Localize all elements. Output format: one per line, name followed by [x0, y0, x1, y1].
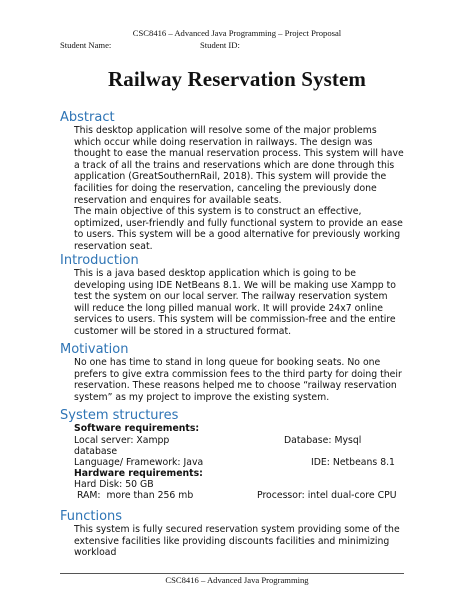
ram: RAM: more than 256 mb	[74, 490, 194, 501]
text-line: application (GreatSouthernRail, 2018). This system will provide the	[74, 171, 387, 183]
database-wrap: database	[74, 446, 118, 457]
header-title: CSC8416 – Advanced Java Programming – Project Proposal	[132, 28, 342, 38]
text-line: optimized, user-friendly and fully functional system to provide an ease	[74, 217, 403, 229]
text-line: services to users. This system will be commission-free and the entire	[74, 314, 396, 326]
introduction-body	[74, 268, 414, 338]
motivation-body	[74, 357, 414, 403]
language-framework: Language/ Framework: Java	[74, 457, 204, 468]
text-line: system” as my project to improve the existing system.	[74, 391, 330, 403]
local-server: Local server: Xampp	[74, 435, 170, 446]
functions-body	[74, 524, 414, 559]
introduction-heading: Introduction	[60, 253, 139, 268]
ide: IDE: Netbeans 8.1	[311, 457, 395, 468]
database: Database: Mysql	[284, 435, 362, 446]
software-row-1	[74, 435, 404, 446]
text-line: workload	[74, 547, 117, 559]
text-line: customer will be stored in a structured format.	[74, 325, 292, 337]
text-line: facilities for doing the reservation, canceling the previously done	[74, 182, 377, 194]
text-line: This desktop application will resolve some of the major problems	[74, 125, 377, 136]
text-line: a track of all the trains and reservations which are done through this	[74, 159, 395, 171]
system-structures-heading: System structures	[60, 408, 179, 423]
motivation-heading: Motivation	[60, 342, 129, 357]
software-row-2	[74, 457, 404, 468]
processor: Processor: intel dual-core CPU	[257, 490, 397, 501]
text-line: reservation and enquires for available seats.	[74, 194, 282, 206]
hard-disk: Hard Disk: 50 GB	[74, 479, 154, 490]
abstract-heading: Abstract	[60, 110, 115, 125]
abstract-body	[74, 125, 414, 253]
text-line: prefers to give extra commission fees to the third party for doing their	[74, 368, 402, 380]
functions-heading: Functions	[60, 509, 123, 524]
text-line: No one has time to stand in long queue for booking seats. No one	[74, 357, 381, 368]
text-line: This system is fully secured reservation system providing some of the	[74, 524, 400, 535]
text-line: will reduce the long pilled manual work. It will provide 24x7 online	[74, 302, 383, 314]
hardware-requirements-label: Hardware requirements:	[74, 468, 203, 479]
student-id-label: Student ID:	[200, 40, 240, 50]
text-line: extensive facilities like providing discounts facilities and minimizing	[74, 535, 390, 547]
text-line: developing using IDE NetBeans 8.1. We will be making use Xampp to	[74, 279, 396, 291]
text-line: reservation. These reasons helped me to choose “railway reservation	[74, 380, 397, 392]
hardware-row-2	[74, 490, 404, 501]
footer-text: CSC8416 – Advanced Java Programming	[165, 575, 309, 585]
text-line: test the system on our local server. The railway reservation system	[74, 291, 388, 303]
text-line: which occur while doing reservation in railways. The design was	[74, 136, 373, 148]
footer-divider	[60, 573, 404, 574]
software-requirements-label: Software requirements:	[74, 423, 200, 434]
text-line: thought to ease the manual reservation process. This system will have	[74, 148, 404, 160]
document-title: Railway Reservation System	[107, 67, 367, 91]
text-line: The main objective of this system is to construct an effective,	[74, 206, 362, 218]
text-line: This is a java based desktop application which is going to be	[74, 268, 356, 279]
text-line: reservation seat.	[74, 240, 153, 252]
student-name-label: Student Name:	[60, 40, 112, 50]
text-line: to users. This system will be a good alternative for previously working	[74, 229, 401, 241]
